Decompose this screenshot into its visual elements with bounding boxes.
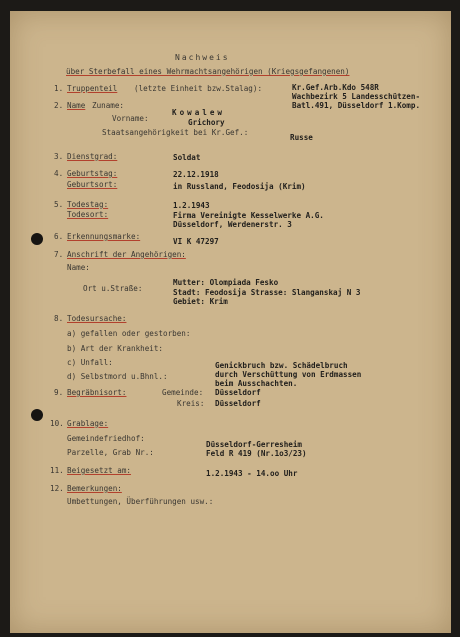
burialdate-label: Beigesetzt am: [67, 466, 132, 475]
section-number: 9. [54, 388, 64, 397]
section-number: 5. [54, 200, 64, 209]
section-number: 2. [54, 101, 64, 110]
burialplace-label: Begräbnisort: [67, 388, 127, 397]
municipality-value: Düsseldorf [215, 388, 261, 397]
firstname-label: Vorname: [112, 114, 149, 123]
cause-option-d: d) Selbstmord u.Bhnl.: [67, 372, 168, 381]
unit-value-line3: Batl.491, Düsseldorf 1.Komp. [292, 101, 421, 110]
citizenship-label: Staatsangehörigkeit bei Kr.Gef.: [102, 128, 249, 137]
cause-label: Todesursache: [67, 314, 127, 323]
birthdate-value: 22.12.1918 [173, 170, 219, 179]
deathplace-label: Todesort: [67, 210, 109, 219]
parcel-label: Parzelle, Grab Nr.: [67, 448, 154, 457]
unit-label: Truppenteil [67, 84, 118, 93]
deathplace-value-line2: Düsseldorf, Werdenerstr. 3 [173, 220, 292, 229]
punch-hole [31, 409, 43, 421]
cause-value-line2: durch Verschüttung von Erdmassen [215, 370, 362, 379]
cause-value-line3: beim Ausschachten. [215, 379, 298, 388]
firstname-value: Grichory [188, 118, 225, 127]
cause-option-a: a) gefallen oder gestorben: [67, 329, 191, 338]
relative-area: Gebiet: Krim [173, 297, 228, 306]
rank-label: Dienstgrad: [67, 152, 118, 161]
cause-value-line1: Genickbruch bzw. Schädelbruch [215, 361, 348, 370]
birthdate-label: Geburtstag: [67, 169, 118, 178]
deathdate-value: 1.2.1943 [173, 201, 210, 210]
rank-value: Soldat [173, 153, 201, 162]
unit-note: (letzte Einheit bzw.Stalag): [134, 84, 263, 93]
section-number: 12. [50, 484, 64, 493]
citizenship-value: Russe [290, 133, 313, 142]
district-label: Kreis: [177, 399, 205, 408]
section-number: 7. [54, 250, 64, 259]
idtag-label: Erkennungsmarke: [67, 232, 141, 241]
remarks-value: Umbettungen, Überführungen usw.: [67, 497, 214, 506]
relative-city: Stadt: Feodosija Strasse: Slanganskaj N 3 [173, 288, 361, 297]
remarks-label: Bemerkungen: [67, 484, 122, 493]
document-subtitle: über Sterbefall eines Wehrmachtsangehörigen (Kriegsgefangenen) [66, 67, 350, 76]
surname-label: Zuname: [92, 101, 125, 110]
relative-street-label: Ort u.Straße: [83, 284, 143, 293]
parcel-value: Feld R 419 (Nr.1o3/23) [206, 449, 307, 458]
name-label: Name [67, 101, 86, 110]
section-number: 4. [54, 169, 64, 178]
unit-value-line2: Wachbezirk 5 Landesschützen- [292, 92, 421, 101]
cemetery-value: Düsseldorf-Gerresheim [206, 440, 303, 449]
district-value: Düsseldorf [215, 399, 261, 408]
document-title: Nachweis [175, 53, 230, 62]
section-number: 6. [54, 232, 64, 241]
unit-value-line1: Kr.Gef.Arb.Kdo 548R [292, 83, 379, 92]
surname-value: Kowalew [172, 108, 226, 117]
section-number: 1. [54, 84, 64, 93]
birthplace-label: Geburtsort: [67, 180, 118, 189]
cause-option-c: c) Unfall: [67, 358, 113, 367]
cause-option-b: b) Art der Krankheit: [67, 344, 164, 353]
relative-mother: Mutter: Olompiada Fesko [173, 278, 279, 287]
section-number: 11. [50, 466, 64, 475]
municipality-label: Gemeinde: [162, 388, 204, 397]
cemetery-label: Gemeindefriedhof: [67, 434, 145, 443]
burialdate-value: 1.2.1943 - 14.oo Uhr [206, 469, 298, 478]
idtag-value: VI K 47297 [173, 237, 219, 246]
section-number: 3. [54, 152, 64, 161]
document-page [10, 11, 451, 633]
section-number: 10. [50, 419, 64, 428]
gravesite-label: Grablage: [67, 419, 109, 428]
relative-name-label: Name: [67, 263, 90, 272]
relatives-label: Anschrift der Angehörigen: [67, 250, 186, 259]
punch-hole [31, 233, 43, 245]
deathplace-value-line1: Firma Vereinigte Kesselwerke A.G. [173, 211, 324, 220]
birthplace-value: in Russland, Feodosija (Krim) [173, 182, 306, 191]
deathdate-label: Todestag: [67, 200, 109, 209]
section-number: 8. [54, 314, 64, 323]
